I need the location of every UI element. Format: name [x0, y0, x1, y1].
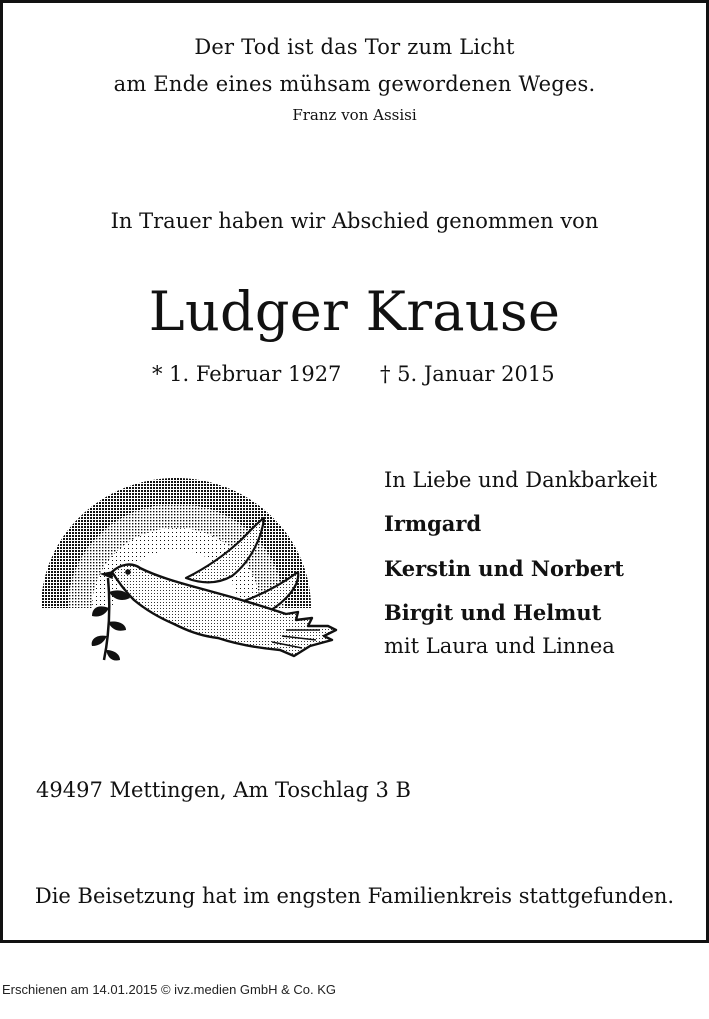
- mourning-intro: In Trauer haben wir Abschied genommen von: [110, 209, 599, 233]
- birth-date: * 1. Februar 1927: [152, 362, 342, 386]
- dove-with-olive-branch-and-rainbow-icon: [36, 460, 346, 670]
- address: 49497 Mettingen, Am Toschlag 3 B: [36, 778, 411, 802]
- quote-line-1: Der Tod ist das Tor zum Licht: [194, 35, 515, 59]
- mourner-2: Kerstin und Norbert: [384, 556, 624, 581]
- mourner-3: Birgit und Helmut: [384, 600, 602, 625]
- death-date: † 5. Januar 2015: [380, 362, 555, 386]
- mourners-note: mit Laura und Linnea: [384, 634, 615, 658]
- quote-author: Franz von Assisi: [292, 106, 417, 124]
- funeral-note: Die Beisetzung hat im engsten Familienkreis stattgefunden.: [34, 884, 675, 908]
- mourner-1: Irmgard: [384, 511, 482, 536]
- deceased-name: Ludger Krause: [148, 280, 561, 343]
- quote-line-2: am Ende eines mühsam gewordenen Weges.: [113, 72, 596, 96]
- family-intro: In Liebe und Dankbarkeit: [384, 468, 658, 492]
- publication-footer: Erschienen am 14.01.2015 © ivz.medien GmbH & Co. KG: [2, 982, 337, 997]
